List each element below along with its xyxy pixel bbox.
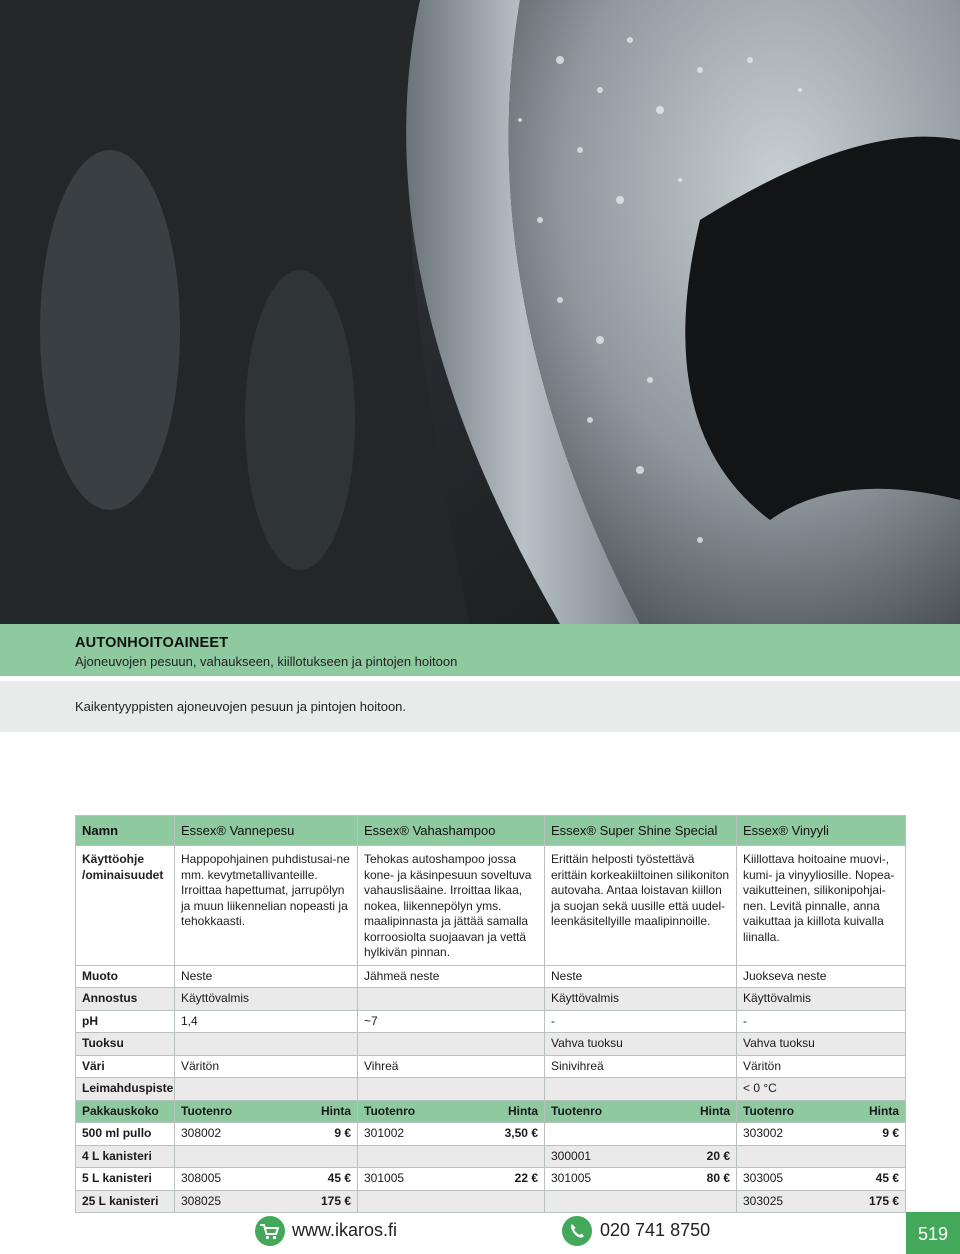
table-cell: Happopohjainen puhdistusai-ne mm. kevytmetallivanteille. Irroittaa hapettumat, jarrupölyn ja muun liikennelian nopeasti ja tehokkaasti. xyxy=(175,846,358,966)
pack-row xyxy=(76,1145,906,1168)
row-label: Leimahduspiste xyxy=(76,1078,175,1101)
row-label: 5 L kanisteri xyxy=(76,1168,175,1191)
product-number: 303025 xyxy=(743,1193,784,1208)
page-number: 519 xyxy=(906,1212,960,1254)
description-row xyxy=(76,846,906,966)
table-cell: Neste xyxy=(545,965,737,988)
table-cell: < 0 °C xyxy=(737,1078,906,1101)
product-number: 303002 xyxy=(743,1126,784,1140)
table-cell: Vahva tuoksu xyxy=(737,1033,906,1056)
price-header: Hinta xyxy=(700,1103,730,1118)
row-label: Muoto xyxy=(76,965,175,988)
table-row xyxy=(76,988,906,1011)
price: 80 € xyxy=(706,1171,730,1185)
price: 20 € xyxy=(706,1148,730,1163)
price: 175 € xyxy=(868,1193,899,1208)
price-header: Hinta xyxy=(321,1103,351,1118)
table-cell: Erittäin helposti työstettävä erittäin korkeakiiltoinen silikoniton autovaha. Antaa loistavan kiillon ja suojan sekä uusille että uudel-leenkäsitellyille maalipinnoille. xyxy=(545,846,737,966)
table-cell: ~7 xyxy=(358,1010,545,1033)
table-cell: Vahva tuoksu xyxy=(545,1033,737,1056)
table-cell: Käyttövalmis xyxy=(175,988,358,1011)
table-cell: Jähmeä neste xyxy=(358,965,545,988)
price: 3,50 € xyxy=(504,1126,538,1140)
table-cell: Käyttövalmis xyxy=(737,988,906,1011)
table-cell xyxy=(545,1078,737,1101)
price: 45 € xyxy=(327,1171,351,1185)
section-subtitle: Ajoneuvojen pesuun, vahaukseen, kiillotukseen ja pintojen hoitoon xyxy=(75,654,458,669)
price: 9 € xyxy=(334,1126,351,1140)
pack-header-row xyxy=(76,1100,906,1123)
page-footer xyxy=(0,1210,960,1254)
table-cell xyxy=(175,1033,358,1056)
table-cell: Väritön xyxy=(737,1055,906,1078)
table-cell: - xyxy=(545,1010,737,1033)
intro-text: Kaikentyyppisten ajoneuvojen pesuun ja pintojen hoitoon. xyxy=(0,681,960,732)
table-cell: Käyttövalmis xyxy=(545,988,737,1011)
product-no-header: Tuotenro xyxy=(364,1103,416,1118)
product-number: 308025 xyxy=(181,1193,222,1208)
table-cell xyxy=(175,1078,358,1101)
row-label: Pakkauskoko xyxy=(76,1100,175,1123)
product-no-header: Tuotenro xyxy=(551,1103,603,1118)
row-label: Käyttöohje /ominaisuudet xyxy=(76,846,175,966)
product-number: 308002 xyxy=(181,1126,222,1140)
pack-row xyxy=(76,1168,906,1191)
table-cell: - xyxy=(737,1010,906,1033)
product-number: 308005 xyxy=(181,1171,222,1185)
table-cell xyxy=(358,988,545,1011)
table-cell: Väritön xyxy=(175,1055,358,1078)
product-number: 300001 xyxy=(551,1148,592,1163)
price: 175 € xyxy=(320,1193,351,1208)
shopping-cart-icon xyxy=(255,1216,285,1246)
table-cell: Tehokas autoshampoo jossa kone- ja käsinpesuun soveltuva vahauslisäaine. Irroittaa likaa, nokea, liikennepölyn yms. maalipinnasta ja jättää samalla korroosiolta suojaavan ja vettä hylkivän pinnan. xyxy=(358,846,545,966)
product-number: 301005 xyxy=(364,1171,405,1185)
price: 22 € xyxy=(514,1171,538,1185)
phone-icon xyxy=(562,1216,592,1246)
table-row xyxy=(76,1078,906,1101)
product-no-header: Tuotenro xyxy=(743,1103,795,1118)
row-label: Annostus xyxy=(76,988,175,1011)
col-header-product: Essex® Super Shine Special xyxy=(545,816,737,846)
row-label: 500 ml pullo xyxy=(76,1123,175,1146)
hero-photo xyxy=(0,0,960,624)
table-cell: Juokseva neste xyxy=(737,965,906,988)
table-cell: Neste xyxy=(175,965,358,988)
table-row xyxy=(76,1033,906,1056)
price: 9 € xyxy=(882,1126,899,1140)
row-label: Tuoksu xyxy=(76,1033,175,1056)
col-header-product: Essex® Vahashampoo xyxy=(358,816,545,846)
product-table xyxy=(75,815,906,1213)
product-number: 303005 xyxy=(743,1171,784,1185)
table-cell: Vihreä xyxy=(358,1055,545,1078)
wheel-image xyxy=(0,0,960,624)
price-header: Hinta xyxy=(508,1103,538,1118)
col-header-name: Namn xyxy=(76,816,175,846)
table-cell xyxy=(358,1078,545,1101)
section-header xyxy=(0,624,960,676)
table-row xyxy=(76,1010,906,1033)
row-label: 4 L kanisteri xyxy=(76,1145,175,1168)
row-label: pH xyxy=(76,1010,175,1033)
table-row xyxy=(76,1055,906,1078)
table-row xyxy=(76,965,906,988)
row-label: 25 L kanisteri xyxy=(76,1190,175,1213)
section-title: AUTONHOITOAINEET xyxy=(75,635,229,651)
table-header-row xyxy=(76,816,906,846)
website-link[interactable]: www.ikaros.fi xyxy=(292,1220,398,1240)
pack-row xyxy=(76,1123,906,1146)
col-header-product: Essex® Vannepesu xyxy=(175,816,358,846)
product-no-header: Tuotenro xyxy=(181,1103,233,1118)
product-number: 301005 xyxy=(551,1171,592,1185)
col-header-product: Essex® Vinyyli xyxy=(737,816,906,846)
price: 45 € xyxy=(875,1171,899,1185)
row-label: Väri xyxy=(76,1055,175,1078)
product-number: 301002 xyxy=(364,1126,405,1140)
table-cell: 1,4 xyxy=(175,1010,358,1033)
table-cell: Kiillottava hoitoaine muovi-, kumi- ja vinyyliosille. Nopea-vaikutteinen, silikonipohjai-nen. Levitä pinnalle, anna vaikuttaa ja kiillota kuivalla liinalla. xyxy=(737,846,906,966)
table-cell: Sinivihreä xyxy=(545,1055,737,1078)
price-header: Hinta xyxy=(869,1103,899,1118)
phone-number[interactable]: 020 741 8750 xyxy=(600,1220,711,1240)
table-cell xyxy=(358,1033,545,1056)
